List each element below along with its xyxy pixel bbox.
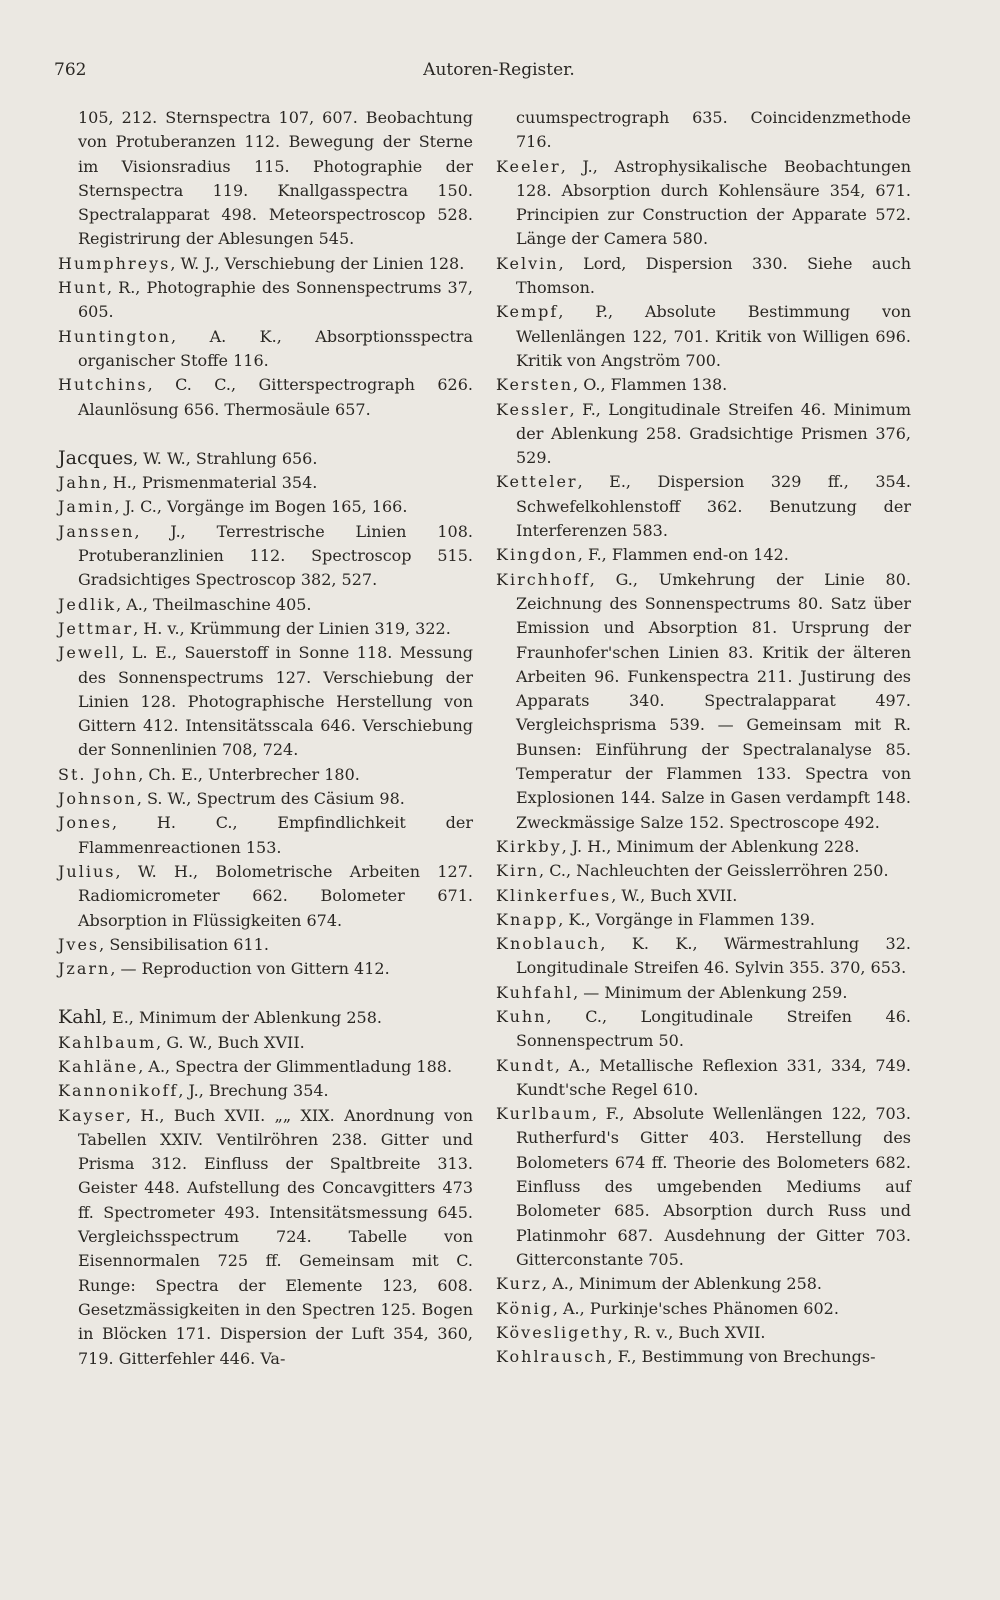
index-entry bbox=[496, 835, 911, 859]
entry-text: , R. v., Buch XVII. bbox=[623, 1322, 766, 1342]
entry-text: , F., Bestimmung von Brechungs- bbox=[607, 1347, 876, 1367]
author-name: Hutchins bbox=[58, 375, 148, 395]
author-name: Kuhn bbox=[496, 1006, 547, 1026]
index-entry bbox=[58, 933, 473, 957]
entry-text: , A., Theilmaschine 405. bbox=[116, 594, 312, 614]
index-entry bbox=[58, 446, 473, 471]
entry-text: , Ch. E., Unterbrecher 180. bbox=[138, 764, 360, 784]
entry-text: , A. K., Absorptionsspectra organischer Stoffe 116. bbox=[78, 326, 473, 370]
index-entry bbox=[496, 568, 911, 835]
author-name: Humphreys bbox=[58, 253, 171, 273]
author-name: Kövesligethy bbox=[496, 1322, 624, 1342]
entry-text: , E., Minimum der Ablenkung 258. bbox=[101, 1008, 382, 1028]
index-entry bbox=[58, 373, 473, 422]
entry-text: , K. K., Wärmestrahlung 32. Longitudinale Streifen 46. Sylvin 355. 370, 653. bbox=[516, 934, 911, 978]
index-entry bbox=[496, 1297, 911, 1321]
entry-text: , J., Brechung 354. bbox=[178, 1081, 329, 1101]
index-entry bbox=[496, 1345, 911, 1369]
index-entry bbox=[496, 543, 911, 567]
author-name: Johnson bbox=[58, 789, 137, 809]
index-entry bbox=[58, 1104, 473, 1371]
author-name: Kannonikoff bbox=[58, 1081, 179, 1101]
entry-text: , H., Buch XVII. „„ XIX. Anordnung von Tabellen XXIV. Ventilröhren 238. Gitter und Prisma 312. Einfluss der Spaltbreite 313. Geister 448. Aufstellung des Concavgitters 473 ff. Spectrometer 493. Intensitätsmessung 645. Vergleichsspectrum 724. Tabelle von Eisennormalen 725 ff. Gemeinsam mit C. Runge: Spectra der Elemente 123, 608. Gesetzmässigkeiten in den Spectren 125. Bogen in Blöcken 171. Dispersion der Luft 354, 360, 719. Gitterfehler 446. Va- bbox=[78, 1105, 473, 1368]
index-entry bbox=[58, 641, 473, 762]
author-name: St. John bbox=[58, 764, 139, 784]
author-name: Kahlbaum bbox=[58, 1032, 157, 1052]
section-gap bbox=[58, 981, 473, 1005]
author-name: Kelvin bbox=[496, 253, 559, 273]
entry-text: , H. C., Empfindlichkeit der Flammenreactionen 153. bbox=[78, 813, 473, 857]
author-name: Ketteler bbox=[496, 472, 578, 492]
entry-text: , W. H., Bolometrische Arbeiten 127. Radiomicrometer 662. Bolometer 671. Absorption in Flüssigkeiten 674. bbox=[78, 861, 473, 930]
entry-text: , G., Umkehrung der Linie 80. Zeichnung des Sonnenspectrums 80. Satz über Emission und Absorption 81. Ursprung der Fraunhofer'schen Linien 83. Kritik der älteren Arbeiten 96. Funkenspectra 211. Justirung des Apparats 340. Spectralapparat 497. Vergleichsprisma 539. — Gemeinsam mit R. Bunsen: Einführung der Spectralanalyse 85. Temperatur der Flammen 133. Spectra von Explosionen 144. Salze in Gasen verdampft 148. Zweckmässige Salze 152. Spectroscope 492. bbox=[516, 569, 911, 832]
author-name: Kahläne bbox=[58, 1056, 139, 1076]
entry-text: , S. W., Spectrum des Cäsium 98. bbox=[136, 789, 405, 809]
author-name: Kirkby bbox=[496, 836, 562, 856]
author-name: Kurz bbox=[496, 1274, 542, 1294]
author-name: Kempf bbox=[496, 302, 559, 322]
author-name: Kersten bbox=[496, 375, 574, 395]
index-entry bbox=[58, 325, 473, 374]
entry-text: , F., Longitudinale Streifen 46. Minimum der Ablenkung 258. Gradsichtige Prismen 376, 529. bbox=[516, 399, 911, 468]
index-entry-continuation bbox=[496, 106, 911, 155]
index-entry bbox=[58, 471, 473, 495]
page-header bbox=[54, 60, 944, 90]
index-entry bbox=[496, 252, 911, 301]
index-entry bbox=[496, 884, 911, 908]
entry-text: cuumspectrograph 635. Coincidenzmethode 716. bbox=[516, 108, 911, 152]
entry-text: , Sensibilisation 611. bbox=[99, 934, 269, 954]
author-name: Kundt bbox=[496, 1055, 555, 1075]
author-name: Kurlbaum bbox=[496, 1104, 592, 1124]
author-name: Jahn bbox=[58, 473, 103, 493]
author-name: Jacques bbox=[58, 446, 133, 469]
entry-text: , G. W., Buch XVII. bbox=[156, 1032, 305, 1052]
entry-text: , Lord, Dispersion 330. Siehe auch Thomson. bbox=[516, 253, 911, 298]
index-entry bbox=[58, 593, 473, 617]
index-entry bbox=[496, 1102, 911, 1272]
author-name: Jewell bbox=[58, 643, 120, 663]
index-entry bbox=[58, 1005, 473, 1030]
index-entry-continuation bbox=[58, 106, 473, 252]
index-entry bbox=[496, 300, 911, 373]
left-column bbox=[58, 106, 473, 1371]
entry-text: , H. v., Krümmung der Linien 319, 322. bbox=[133, 618, 451, 638]
index-entry bbox=[496, 1005, 911, 1054]
entry-text: , A., Minimum der Ablenkung 258. bbox=[541, 1274, 823, 1294]
author-name: Kirchhoff bbox=[496, 569, 590, 589]
index-entry bbox=[58, 787, 473, 811]
entry-text: , F., Flammen end-on 142. bbox=[577, 545, 789, 565]
entry-text: , J. H., Minimum der Ablenkung 228. bbox=[561, 836, 860, 856]
author-name: Kirn bbox=[496, 861, 540, 881]
author-name: König bbox=[496, 1298, 553, 1318]
index-entry bbox=[496, 373, 911, 397]
entry-text: , K., Vorgänge in Flammen 139. bbox=[558, 909, 816, 929]
entry-text: , — Reproduction von Gittern 412. bbox=[110, 959, 390, 979]
author-name: Knapp bbox=[496, 909, 559, 929]
author-name: Kahl bbox=[58, 1006, 102, 1029]
entry-text: , W. J., Verschiebung der Linien 128. bbox=[170, 253, 465, 273]
author-name: Kuhfahl bbox=[496, 982, 574, 1002]
index-entry bbox=[58, 1079, 473, 1103]
index-entry bbox=[58, 763, 473, 787]
entry-text: , O., Flammen 138. bbox=[573, 375, 728, 395]
entry-text: , A., Spectra der Glimmentladung 188. bbox=[138, 1056, 453, 1076]
entry-text: , P., Absolute Bestimmung von Wellenlängen 122, 701. Kritik von Willigen 696. Kritik von Angström 700. bbox=[516, 302, 911, 370]
entry-text: , E., Dispersion 329 ff., 354. Schwefelkohlenstoff 362. Benutzung der Interferenzen 583. bbox=[516, 472, 911, 541]
index-entry bbox=[58, 276, 473, 325]
section-gap bbox=[58, 422, 473, 446]
entry-text: , F., Absolute Wellenlängen 122, 703. Rutherfurd's Gitter 403. Herstellung des Bolometers 674 ff. Theorie des Bolometers 682. Einfluss des umgebenden Mediums auf Bolometer 685. Absorption durch Russ und Platinmohr 687. Ausdehnung der Gitter 703. Gitterconstante 705. bbox=[516, 1104, 911, 1269]
author-name: Kohlrausch bbox=[496, 1347, 608, 1367]
author-name: Jamin bbox=[58, 497, 115, 517]
entry-text: , J. C., Vorgänge im Bogen 165, 166. bbox=[114, 497, 408, 517]
index-entry bbox=[58, 617, 473, 641]
entry-text: 105, 212. Sternspectra 107, 607. Beobachtung von Protuberanzen 112. Bewegung der Sterne im Visionsradius 115. Photographie der Sternspectra 119. Knallgasspectra 150. Spectralapparat 498. Meteorspectroscop 528. Registrirung der Ablesungen 545. bbox=[78, 108, 473, 249]
index-entry bbox=[496, 981, 911, 1005]
entry-text: , W. W., Strahlung 656. bbox=[132, 448, 318, 468]
index-entry bbox=[496, 859, 911, 883]
index-entry bbox=[58, 957, 473, 981]
right-column bbox=[496, 106, 911, 1369]
index-entry bbox=[496, 1321, 911, 1345]
entry-text: , C., Nachleuchten der Geisslerröhren 250. bbox=[539, 861, 889, 881]
author-name: Klinkerfues bbox=[496, 885, 612, 905]
author-name: Hunt bbox=[58, 278, 107, 298]
author-name: Julius bbox=[58, 861, 116, 881]
index-entry bbox=[58, 1031, 473, 1055]
index-entry bbox=[58, 1055, 473, 1079]
author-name: Kessler bbox=[496, 399, 570, 419]
entry-text: , A., Metallische Reflexion 331, 334, 749. Kundt'sche Regel 610. bbox=[516, 1055, 911, 1099]
author-name: Kingdon bbox=[496, 545, 578, 565]
entry-text: , C. C., Gitterspectrograph 626. Alaunlösung 656. Thermosäule 657. bbox=[78, 375, 473, 419]
author-name: Knoblauch bbox=[496, 934, 601, 954]
index-entry bbox=[58, 811, 473, 860]
entry-text: , J., Terrestrische Linien 108. Protuberanzlinien 112. Spectroscop 515. Gradsichtiges Spectroscop 382, 527. bbox=[78, 521, 473, 590]
running-title: Autoren-Register. bbox=[423, 60, 575, 80]
index-entry bbox=[496, 470, 911, 543]
entry-text: , J., Astrophysikalische Beobachtungen 128. Absorption durch Kohlensäure 354, 671. Principien zur Construction der Apparate 572. Länge der Camera 580. bbox=[516, 156, 911, 249]
index-entry bbox=[58, 520, 473, 593]
page-number: 762 bbox=[54, 60, 87, 80]
entry-text: , R., Photographie des Sonnenspectrums 37, 605. bbox=[78, 278, 473, 322]
index-entry bbox=[496, 932, 911, 981]
index-entry bbox=[496, 398, 911, 471]
index-entry bbox=[58, 860, 473, 933]
author-name: Jedlik bbox=[58, 594, 117, 614]
author-name: Jzarn bbox=[58, 959, 111, 979]
entry-text: , C., Longitudinale Streifen 46. Sonnenspectrum 50. bbox=[516, 1006, 911, 1051]
entry-text: , — Minimum der Ablenkung 259. bbox=[573, 982, 848, 1002]
index-entry bbox=[58, 495, 473, 519]
author-name: Keeler bbox=[496, 156, 561, 176]
index-entry bbox=[496, 155, 911, 252]
author-name: Jones bbox=[58, 813, 113, 833]
index-entry bbox=[496, 908, 911, 932]
index-entry bbox=[58, 252, 473, 276]
index-entry bbox=[496, 1054, 911, 1103]
author-name: Kayser bbox=[58, 1105, 126, 1125]
author-name: Jettmar bbox=[58, 618, 134, 638]
entry-text: , H., Prismenmaterial 354. bbox=[102, 473, 318, 493]
author-name: Jves bbox=[58, 934, 100, 954]
entry-text: , W., Buch XVII. bbox=[611, 885, 738, 905]
entry-text: , A., Purkinje'sches Phänomen 602. bbox=[552, 1298, 839, 1318]
entry-text: , L. E., Sauerstoff in Sonne 118. Messung des Sonnenspectrums 127. Verschiebung der Linien 128. Photographische Herstellung von Gittern 412. Intensitätsscala 646. Verschiebung der Sonnenlinien 708, 724. bbox=[78, 643, 473, 760]
author-name: Huntington bbox=[58, 326, 172, 346]
index-entry bbox=[496, 1272, 911, 1296]
author-name: Janssen bbox=[58, 521, 135, 541]
